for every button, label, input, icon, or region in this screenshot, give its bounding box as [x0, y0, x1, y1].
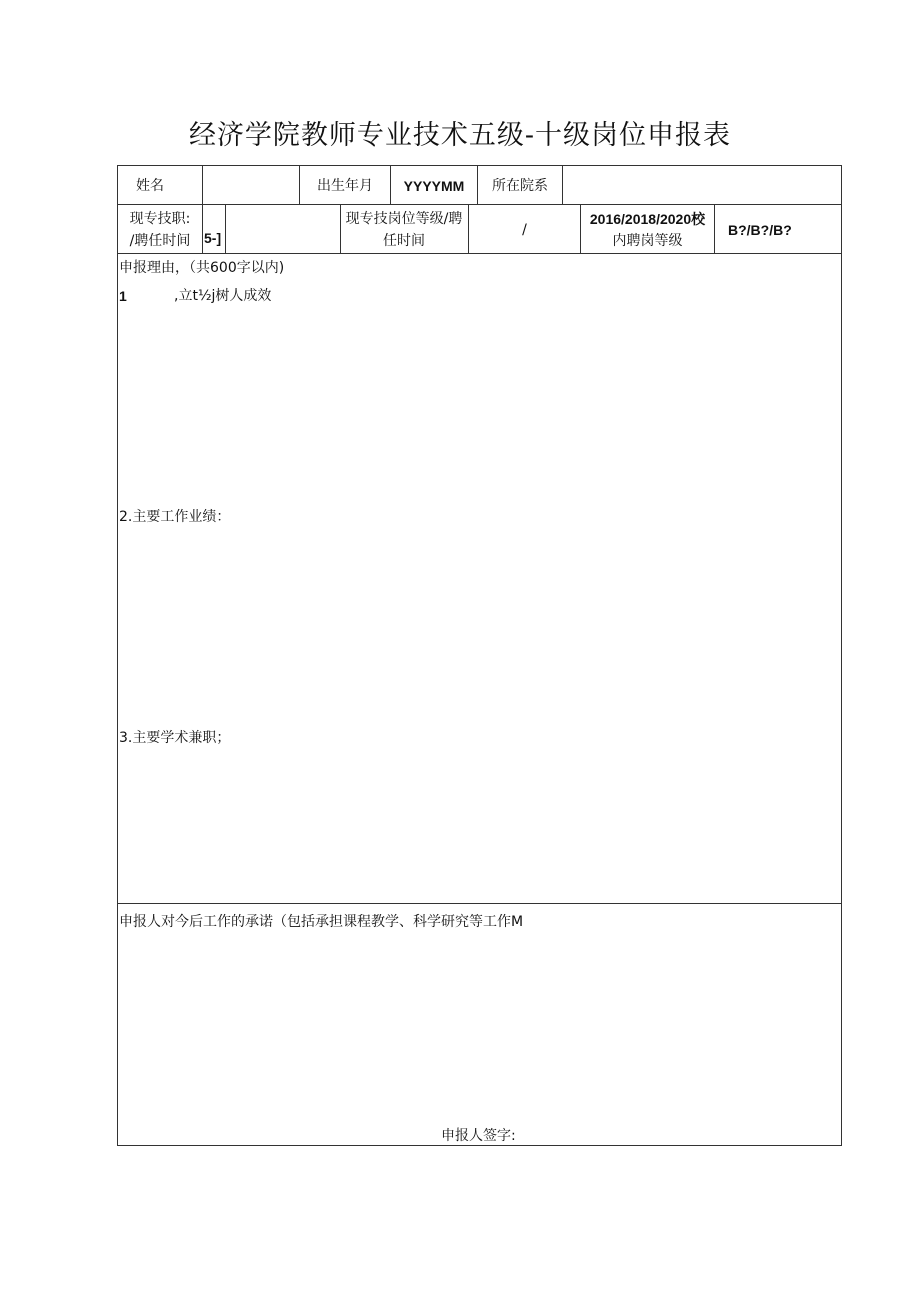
current-title-field[interactable]: 5-]	[204, 230, 222, 246]
col-divider	[714, 204, 715, 253]
row-divider	[118, 204, 841, 205]
commitment-header: 申报人对今后工作的承诺（包括承担课程教学、科学研究等工作M	[119, 914, 524, 930]
reason-item-1-number: 1	[119, 288, 127, 304]
birth-label: 出生年月	[317, 178, 373, 194]
current-level-label-line2: 任时间	[383, 233, 425, 249]
col-divider	[225, 204, 226, 253]
page-title: 经济学院教师专业技术五级-十级岗位申报表	[188, 120, 732, 151]
application-form	[117, 165, 842, 1146]
reason-item-1: ,立t½j树人成效	[174, 288, 272, 304]
row-divider	[118, 903, 841, 904]
col-divider	[562, 166, 563, 204]
reasons-header: 申报理由，（共600字以内)	[119, 260, 285, 276]
reason-item-3: 3.主要学术兼职；	[119, 730, 231, 746]
current-title-label-line1: 现专技职:	[129, 211, 191, 227]
school-level-field[interactable]: B?/B?/B?	[728, 222, 792, 238]
col-divider	[202, 166, 203, 204]
dept-label: 所在院系	[492, 178, 548, 194]
current-level-label-line1: 现专技岗位等级/聘	[345, 211, 463, 227]
col-divider	[202, 204, 203, 253]
birth-field[interactable]: YYYYMM	[403, 178, 465, 194]
school-level-label-line1: 2016/2018/2020校	[589, 211, 706, 227]
name-label: 姓名	[136, 178, 164, 194]
current-level-field[interactable]: /	[522, 222, 527, 238]
reason-item-2: 2.主要工作业绩：	[119, 509, 231, 525]
current-title-label-line2: /聘任时间	[129, 233, 191, 249]
school-level-label-line2: 内聘岗等级	[612, 233, 683, 249]
signature-label: 申报人签字:	[441, 1128, 516, 1144]
row-divider	[118, 253, 841, 254]
